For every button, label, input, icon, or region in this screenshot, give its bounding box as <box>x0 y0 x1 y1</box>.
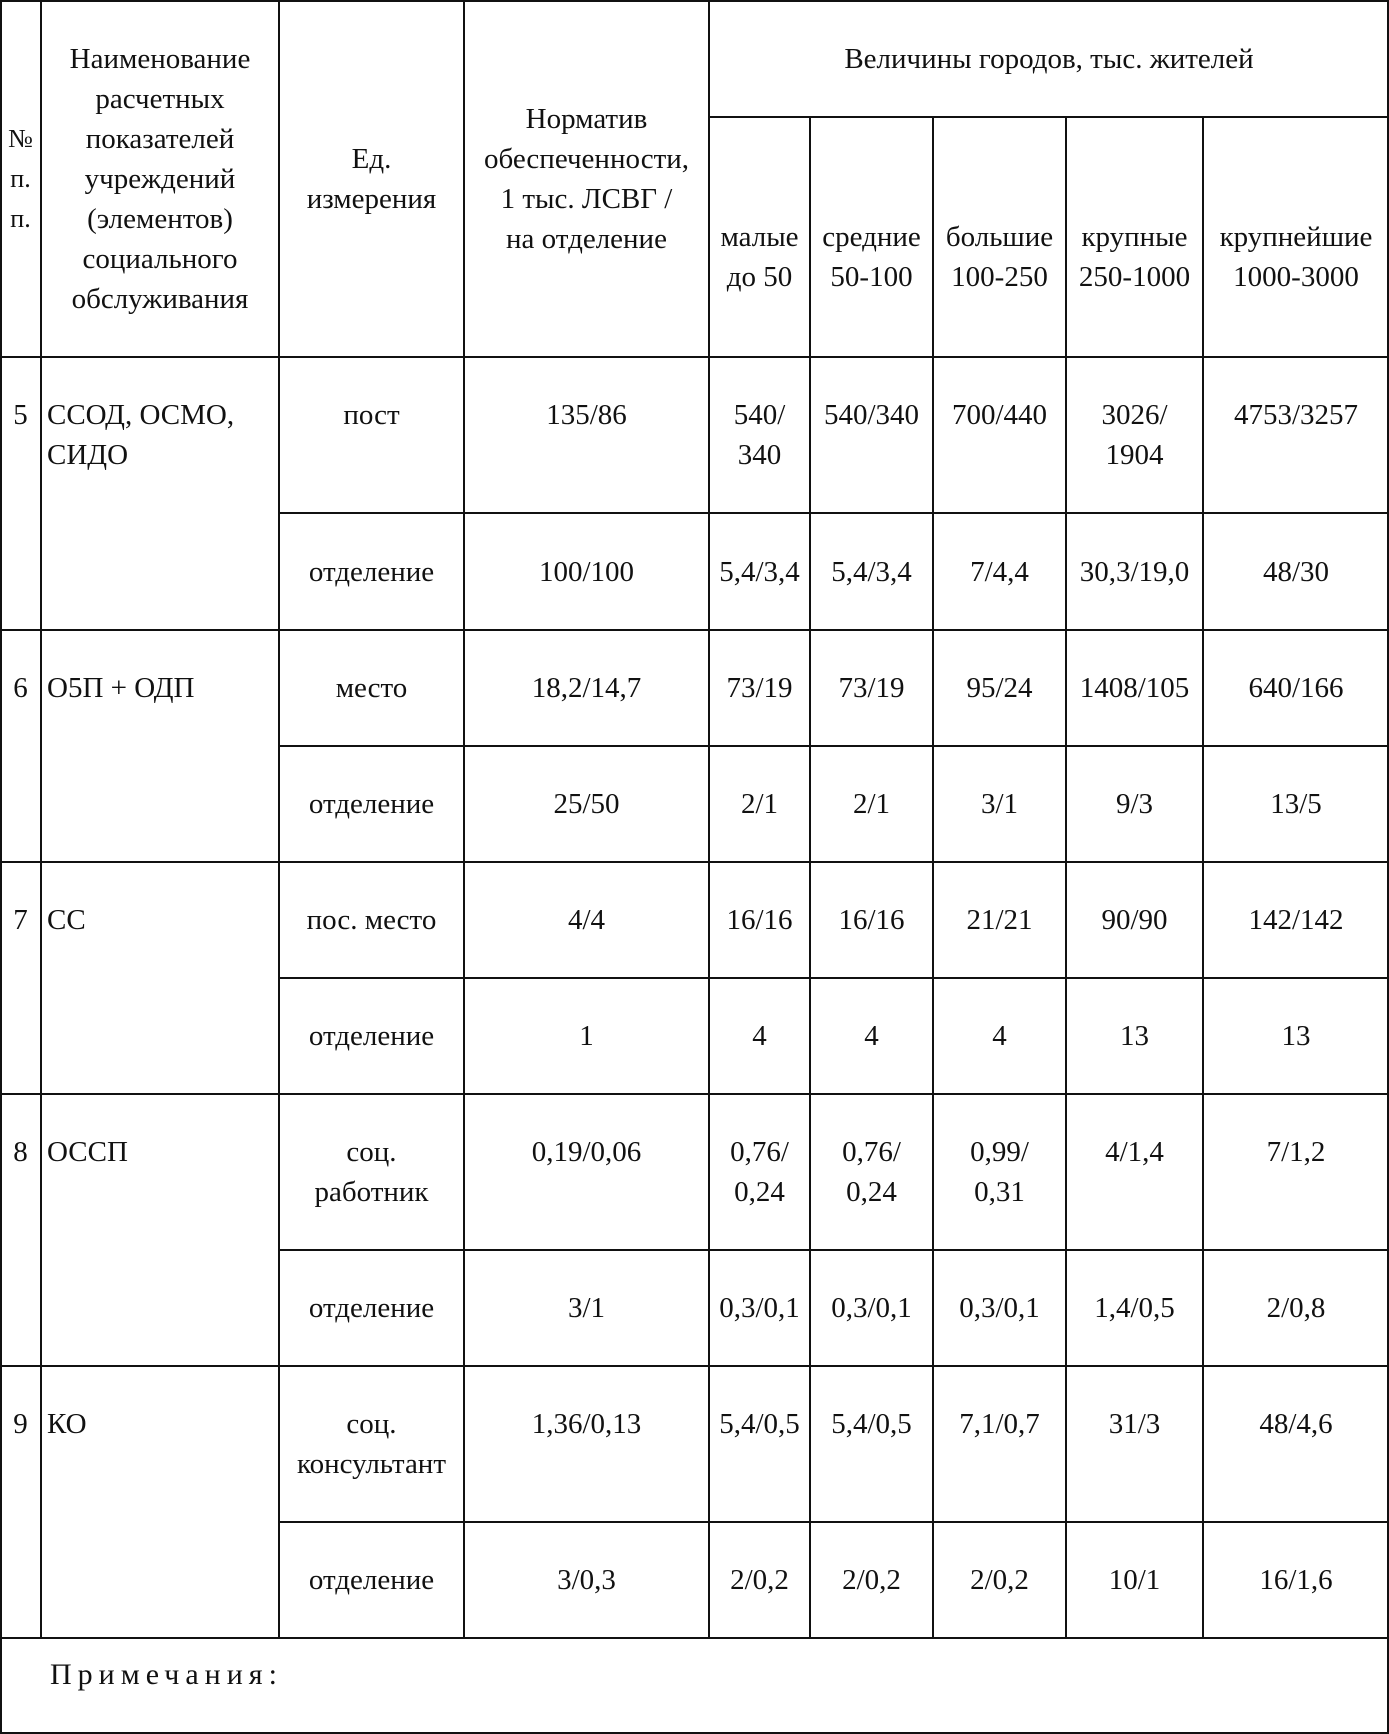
row-value-city-1: 5,4/0,5 <box>831 1408 912 1440</box>
table-border-left <box>0 0 2 1734</box>
table-border-top <box>0 0 1389 2</box>
row-num: 9 <box>13 1408 28 1440</box>
row-value-city-4: 4753/3257 <box>1233 399 1359 431</box>
notes-label: Примечания: <box>50 1658 283 1691</box>
grid-hline <box>0 629 1389 631</box>
row-value-city-2: 7,1/0,7 <box>959 1408 1040 1440</box>
row-unit: соц. работник <box>314 1136 429 1208</box>
row-value-city-2: 7/4,4 <box>970 555 1029 588</box>
grid-hline <box>0 1365 1389 1367</box>
row-value-city-1: 73/19 <box>838 672 905 704</box>
row-value-city-2: 700/440 <box>951 399 1048 431</box>
row-unit: отделение <box>308 1292 435 1324</box>
row-unit: отделение <box>308 1564 435 1596</box>
row-value-city-4: 640/166 <box>1248 672 1344 704</box>
row-name: ССОД, ОСМО, СИДО <box>47 399 235 471</box>
row-value-city-1: 16/16 <box>838 904 905 936</box>
grid-hline <box>279 745 1389 747</box>
row-unit: пос. место <box>306 904 437 936</box>
header-city-4: крупнейшие 1000-3000 <box>1219 221 1373 293</box>
grid-hline <box>0 356 1389 358</box>
row-unit: место <box>335 672 408 704</box>
row-value-city-1: 0,76/ 0,24 <box>842 1136 901 1208</box>
row-value-city-0: 16/16 <box>726 904 793 936</box>
row-norm: 0,19/0,06 <box>531 1136 642 1168</box>
grid-vline <box>1065 117 1067 1638</box>
header-city-1: средние 50-100 <box>822 221 921 293</box>
row-name: СС <box>47 904 86 936</box>
row-value-city-0: 0,3/0,1 <box>719 1292 800 1324</box>
grid-hline <box>279 512 1389 514</box>
row-value-city-2: 0,3/0,1 <box>959 1292 1040 1324</box>
grid-hline <box>279 977 1389 979</box>
grid-vline <box>932 117 934 1638</box>
grid-vline <box>463 0 465 1638</box>
row-value-city-1: 2/1 <box>852 788 891 820</box>
row-name: О5П + ОДП <box>47 672 195 704</box>
row-value-city-0: 540/ 340 <box>733 399 786 471</box>
row-value-city-3: 10/1 <box>1108 1564 1161 1596</box>
row-value-city-0: 0,76/ 0,24 <box>730 1136 789 1208</box>
row-unit: отделение <box>308 555 435 588</box>
row-unit: отделение <box>308 788 435 820</box>
row-name: КО <box>47 1408 87 1440</box>
grid-hline <box>0 1093 1389 1095</box>
header-num: № п. п. <box>8 123 33 233</box>
row-name: ОССП <box>47 1136 128 1168</box>
header-city-3: крупные 250-1000 <box>1078 221 1191 293</box>
header-city-size-group: Величины городов, тыс. жителей <box>844 42 1254 75</box>
row-value-city-4: 13/5 <box>1270 788 1322 820</box>
row-num: 5 <box>13 399 28 431</box>
row-value-city-2: 2/0,2 <box>970 1564 1029 1596</box>
row-value-city-1: 0,3/0,1 <box>831 1292 912 1324</box>
row-norm: 25/50 <box>553 788 620 820</box>
row-value-city-1: 540/340 <box>823 399 920 431</box>
row-value-city-2: 95/24 <box>966 672 1033 704</box>
row-value-city-0: 2/1 <box>740 788 779 820</box>
grid-hline <box>0 861 1389 863</box>
row-norm: 1,36/0,13 <box>531 1408 642 1440</box>
grid-hline <box>0 1637 1389 1639</box>
row-norm: 100/100 <box>538 555 635 588</box>
row-value-city-1: 5,4/3,4 <box>831 555 912 588</box>
row-value-city-0: 2/0,2 <box>730 1564 789 1596</box>
row-num: 7 <box>13 904 28 936</box>
header-unit: Ед. измерения <box>306 142 437 215</box>
row-norm: 4/4 <box>567 904 606 936</box>
row-value-city-2: 4 <box>992 1020 1007 1052</box>
row-value-city-1: 2/0,2 <box>842 1564 901 1596</box>
grid-hline <box>279 1521 1389 1523</box>
grid-hline <box>279 1249 1389 1251</box>
row-value-city-3: 31/3 <box>1108 1408 1161 1440</box>
row-value-city-0: 5,4/0,5 <box>719 1408 800 1440</box>
row-value-city-3: 3026/ 1904 <box>1101 399 1168 471</box>
grid-hline <box>709 116 1389 118</box>
row-norm: 1 <box>579 1020 594 1052</box>
row-value-city-4: 142/142 <box>1248 904 1344 936</box>
row-unit: соц. консультант <box>296 1408 447 1480</box>
row-value-city-4: 16/1,6 <box>1259 1564 1333 1596</box>
row-value-city-4: 48/4,6 <box>1259 1408 1333 1440</box>
row-value-city-3: 9/3 <box>1115 788 1154 820</box>
header-norm: Норматив обеспеченности, 1 тыс. ЛСВГ / на отделение <box>483 102 690 255</box>
row-value-city-4: 48/30 <box>1262 555 1330 588</box>
row-value-city-2: 21/21 <box>966 904 1033 936</box>
row-value-city-3: 30,3/19,0 <box>1079 555 1190 588</box>
row-value-city-3: 13 <box>1120 1020 1149 1052</box>
row-value-city-3: 90/90 <box>1101 904 1168 936</box>
row-value-city-3: 1408/105 <box>1079 672 1190 704</box>
header-city-0: малые до 50 <box>720 221 799 293</box>
row-value-city-2: 3/1 <box>980 788 1019 820</box>
row-norm: 135/86 <box>546 399 627 431</box>
row-value-city-3: 1,4/0,5 <box>1094 1292 1175 1324</box>
row-num: 6 <box>13 672 28 704</box>
grid-vline <box>1202 117 1204 1638</box>
grid-vline <box>40 0 42 1638</box>
row-norm: 3/1 <box>567 1292 606 1324</box>
row-value-city-4: 13 <box>1281 1020 1311 1052</box>
row-unit: пост <box>343 399 400 431</box>
row-value-city-3: 4/1,4 <box>1105 1136 1164 1168</box>
row-norm: 18,2/14,7 <box>531 672 642 704</box>
grid-vline <box>809 117 811 1638</box>
grid-vline <box>278 0 280 1638</box>
row-value-city-2: 0,99/ 0,31 <box>970 1136 1029 1208</box>
header-name: Наименование расчетных показателей учреждений (элементов) социального обслуживания <box>69 42 251 315</box>
row-value-city-0: 4 <box>752 1020 767 1052</box>
row-value-city-0: 5,4/3,4 <box>719 555 800 588</box>
header-city-2: большие 100-250 <box>945 221 1054 293</box>
grid-vline <box>708 0 710 1638</box>
row-value-city-0: 73/19 <box>726 672 793 704</box>
row-num: 8 <box>13 1136 28 1168</box>
row-value-city-4: 2/0,8 <box>1266 1292 1326 1324</box>
row-unit: отделение <box>308 1020 435 1052</box>
row-norm: 3/0,3 <box>557 1564 616 1596</box>
row-value-city-1: 4 <box>864 1020 879 1052</box>
row-value-city-4: 7/1,2 <box>1266 1136 1326 1168</box>
